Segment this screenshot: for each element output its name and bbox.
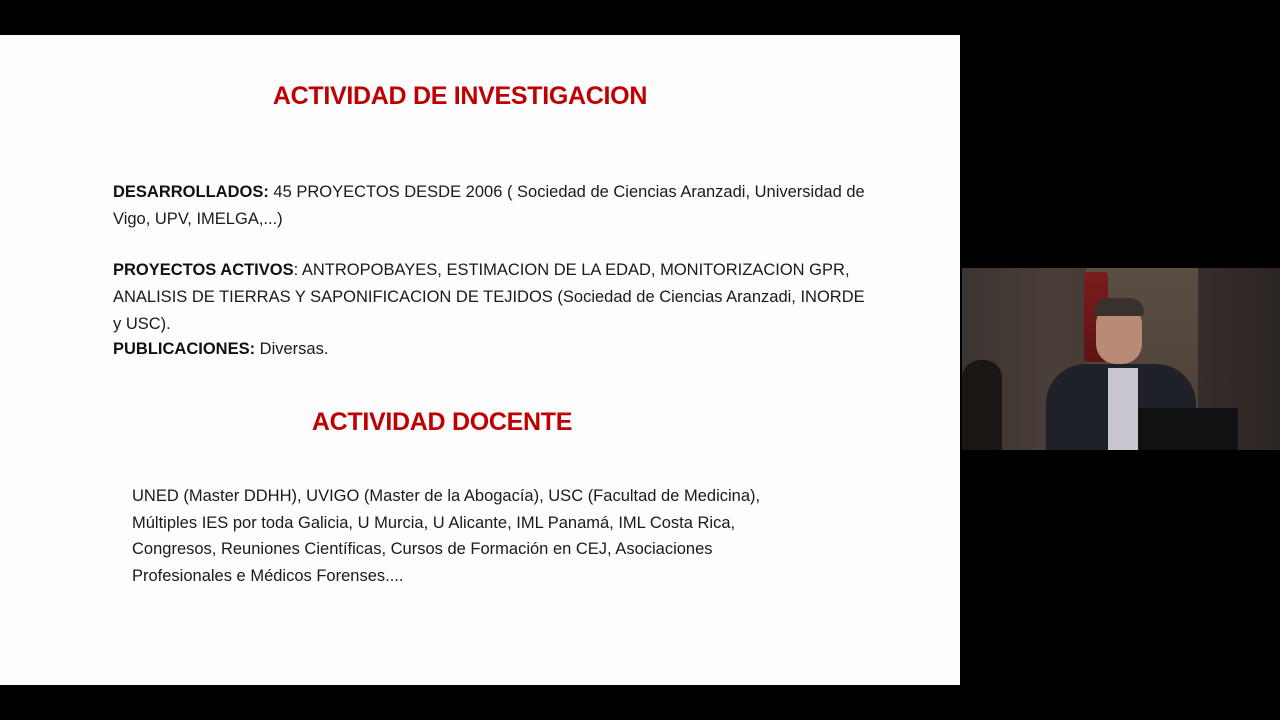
- teaching-paragraph: [132, 483, 792, 589]
- developed-projects-paragraph: [113, 179, 873, 233]
- speaker-shirt: [1108, 368, 1138, 450]
- camera-desk-monitor: [1138, 408, 1238, 450]
- active-projects-text: : ANTROPOBAYES, ESTIMACION DE LA EDAD, MONITORIZACION GPR, ANALISIS DE TIERRAS Y SAPONIFICACION DE TEJIDOS (Sociedad de Ciencias Aranzadi, INORDE y USC).: [113, 261, 865, 333]
- active-projects-label: PROYECTOS ACTIVOS: [113, 261, 294, 279]
- presentation-slide: [0, 35, 960, 685]
- publications-label: PUBLICACIONES:: [113, 340, 256, 358]
- teaching-line: Congresos, Reuniones Científicas, Cursos de Formación en CEJ, Asociaciones: [132, 540, 713, 558]
- publications-paragraph: [113, 336, 873, 363]
- teaching-line: UNED (Master DDHH), UVIGO (Master de la Abogacía), USC (Facultad de Medicina),: [132, 487, 761, 505]
- camera-side-person: [962, 360, 1002, 450]
- teaching-activity-title: ACTIVIDAD DOCENTE: [311, 408, 573, 436]
- speaker-hair: [1094, 298, 1144, 316]
- research-activity-title: ACTIVIDAD DE INVESTIGACION: [272, 82, 648, 110]
- teaching-line: Múltiples IES por toda Galicia, U Murcia, U Alicante, IML Panamá, IML Costa Rica,: [132, 513, 736, 532]
- active-projects-paragraph: [113, 257, 873, 338]
- developed-label: DESARROLLADOS:: [113, 183, 269, 201]
- speaker-camera-feed: [962, 268, 1280, 450]
- developed-text: 45 PROYECTOS DESDE 2006 ( Sociedad de Ciencias Aranzadi, Universidad de Vigo, UPV, IMELGA,...): [113, 183, 865, 228]
- publications-text: Diversas.: [255, 340, 329, 358]
- teaching-line: Profesionales e Médicos Forenses....: [132, 566, 404, 585]
